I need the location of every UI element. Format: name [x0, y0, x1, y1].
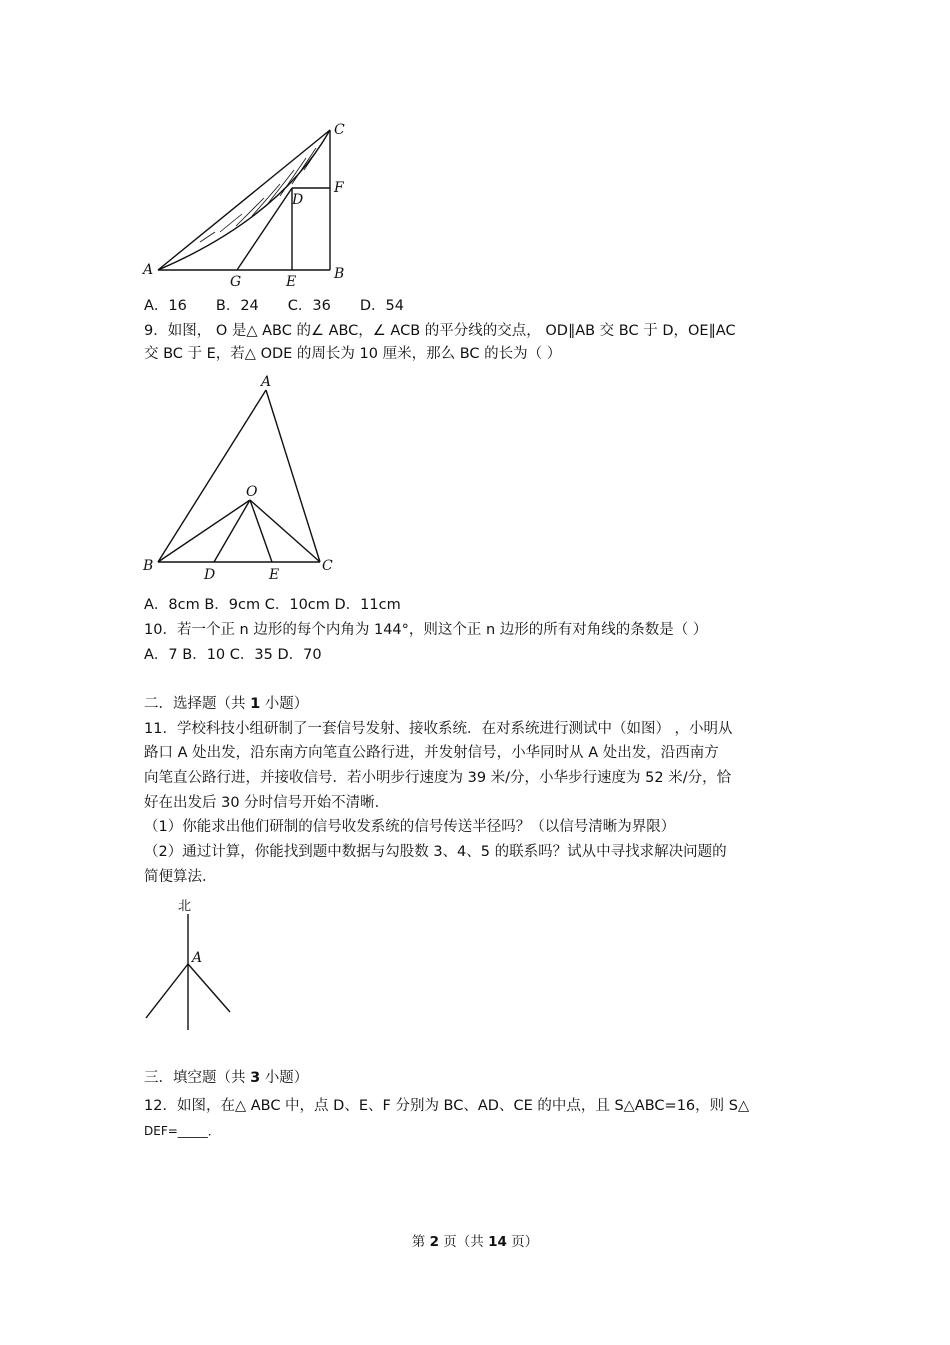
- q8-label-f: F: [334, 180, 344, 196]
- q8-label-b: B: [334, 266, 345, 282]
- q9-text-line2: 交 BC 于 E，若△ ODE 的周长为 10 厘米，那么 BC 的长为（ ）: [144, 346, 562, 362]
- q11-figure: [140, 894, 240, 1034]
- q9-label-c: C: [322, 558, 333, 574]
- q8-label-c: C: [334, 122, 345, 138]
- q9-label-e: E: [269, 567, 280, 583]
- q8-label-d: D: [292, 192, 304, 208]
- q8-options: A．16 B．24 C．36 D．54: [144, 298, 404, 314]
- page-footer: 第 2 页（共 14 页）: [411, 1234, 539, 1250]
- q9-figure: [140, 372, 340, 584]
- q10-text: 10．若一个正 n 边形的每个内角为 144°，则这个正 n 边形的所有对角线的条数是（ ）: [144, 622, 708, 638]
- q9-label-o: O: [246, 484, 258, 500]
- q10-options: A．7 B．10 C．35 D．70: [144, 647, 322, 663]
- q11-part2-cont: 简便算法．: [144, 869, 217, 885]
- q11-text-line2: 路口 A 处出发，沿东南方向笔直公路行进，并发射信号，小华同时从 A 处出发，沿西南方: [144, 745, 719, 761]
- q9-label-b: B: [143, 558, 154, 574]
- q8-label-g: G: [230, 274, 242, 290]
- q12-text-line2: DEF=_____．: [144, 1124, 220, 1138]
- q11-text-line1: 11．学校科技小组研制了一套信号发射、接收系统．在对系统进行测试中（如图） ，小明从: [144, 721, 733, 737]
- q12-text-line1: 12．如图，在△ ABC 中，点 D、E、F 分别为 BC、AD、CE 的中点，且 S△ABC=16，则 S△: [144, 1098, 750, 1114]
- q11-part2: （2）通过计算，你能找到题中数据与勾股数 3、4、5 的联系吗？试从中寻找求解决问题的: [144, 844, 727, 860]
- q8-figure: [140, 118, 360, 290]
- q11-label-a: A: [192, 950, 203, 966]
- q9-label-a: A: [261, 374, 272, 390]
- q9-options: A．8cm B．9cm C．10cm D．11cm: [144, 597, 401, 613]
- q8-label-a: A: [143, 262, 154, 278]
- q8-label-e: E: [286, 274, 297, 290]
- q11-north-label: 北: [178, 899, 192, 914]
- q11-text-line4: 好在出发后 30 分时信号开始不清晰．: [144, 795, 390, 811]
- q11-part1: （1）你能求出他们研制的信号收发系统的信号传送半径吗？（以信号清晰为界限）: [144, 819, 676, 835]
- q9-label-d: D: [204, 567, 216, 583]
- q9-text-line1: 9．如图， O 是△ ABC 的∠ ABC，∠ ACB 的平分线的交点， OD∥AB 交 BC 于 D，OE∥AC: [144, 323, 736, 339]
- section-3-heading: 三．填空题（共 3 小题）: [144, 1070, 309, 1086]
- section-2-heading: 二．选择题（共 1 小题）: [144, 696, 309, 712]
- q11-text-line3: 向笔直公路行进，并接收信号．若小明步行速度为 39 米/分，小华步行速度为 52 米/分，恰: [144, 770, 732, 786]
